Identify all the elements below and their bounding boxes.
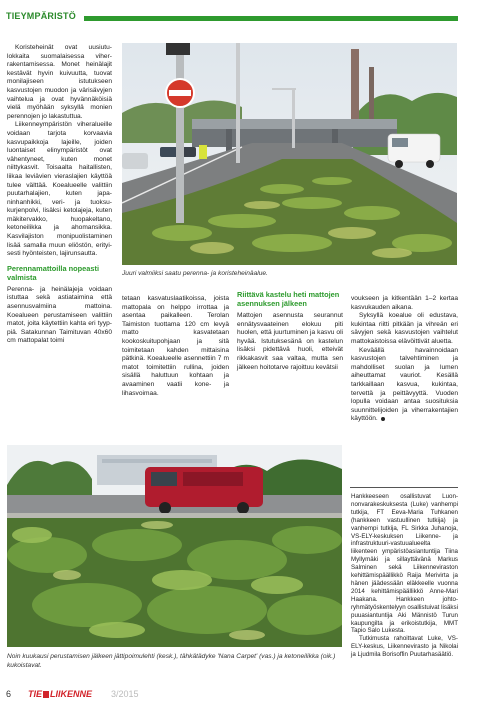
magazine-logo <box>28 689 92 699</box>
paragraph: Liikenneympäristön viheralueille voidaan tarjota korvaavia kasvupaikkoja lajeille, joiden luontaiset elinympäristöt ovat vähentyneet, kuten monet niittykasvit. Toisaalta haitallisten, liikaa leviävien vieraslajien käyttöä tulee välttää. Koealueelle valittiin puutarhalajien, kuten japaninhanhikki, veri- ja tuoksukurjenpolvi, lisäksi ketolajeja, kuten mäkitervakko, huopakeltano, ketoneilikka ja ahomansikka. Kasvilajiston monipuolistaminen lisää samalla muun eliöstön, erityisesti hyönteisten, lajirunsautta. <box>7 121 112 258</box>
issue-number: 3/2015 <box>111 689 139 699</box>
subheading: Perennamattoilla nopeasti valmista <box>7 263 99 282</box>
page-footer <box>6 688 206 702</box>
photo-perennial-mats <box>7 445 342 647</box>
article-column-1 <box>7 44 112 346</box>
header-rule <box>84 16 458 21</box>
paragraph: Syksyllä koealue oli edustava, kukintaa riitti pitkään ja vihreän eri sävyjen sekä kasvustojen vaihtelut mattokaistoissa elävöittivät aluetta. <box>351 312 458 345</box>
paragraph: Hankkeeseen osallistuvat Luonnonvarakeskuksesta (Luke) vanhempi tutkija, FT Eeva-Maria Tuhkanen (hankkeen vastuullinen tutkija) ja vanhempi tutkija, FL Sirkka Juhanoja, VS-ELY-keskuksen Liikenne- ja infrastruktuuri-vastuualueelta liikenteen ympäristöasiantuntija Tiina Myllymäki ja sillayttävänä Markus Salminen sekä Liikenneviraston kehittämispäällikkö Raija Merivirta ja hänen jäädessään eläkkeelle vuonna 2014 kehittämispäällikkö Anne-Mari Haakana. Hankkeen johtoryhmätyöskentelyyn osallistuivat lisäksi puuasiantuntija Aki Männistö Turun kaupungilta ja erikoistutkija, MMT Tapio Salo Lukesta. <box>351 493 458 635</box>
article-column-4 <box>351 295 458 424</box>
page-number: 6 <box>6 689 12 699</box>
paragraph: voukseen ja kitkentään 1–2 kertaa kasvukauden aikana. <box>351 295 458 311</box>
paragraph: Tutkimusta rahoittavat Luke, VS-ELY-keskus, Liikennevirasto ja Nikolai ja Ljudmila Borisoffin Puutarhasäätiö. <box>351 635 458 659</box>
logo-right: LIIKENNE <box>50 689 93 699</box>
paragraph: Koristeheinät ovat uusiutulokkaita suomalaisessa viherrakentamisessa. Monet heinälajit kestävät hyvin kuivuutta, tuovat monilajiseen istutukseen kasvustojen muodon ja värisävyjen vaihtelua ja ovat hyvännäköisiä vielä myöhään syksyllä monien perennojen jo lakastuttua. <box>7 44 112 120</box>
article-column-3 <box>237 290 343 372</box>
section-title: TIEYMPÄRISTÖ <box>6 11 76 21</box>
subheading: Riittävä kastelu heti mattojen asennuksen jälkeen <box>237 290 340 308</box>
paragraph: Mattojen asennusta seurannut ennätysvaateinen elokuu piti huolen, että juurtuminen ja kasvu oli hyvää. Istutuksesänä on kastelun lisäksi pidettävä huoli, etteivät rikkakasvit saa valtaa, mutta sen jälkeen hoitotarve rajoittuu kevätsii <box>237 312 343 371</box>
photo-planted-traffic-island <box>122 43 457 265</box>
paragraph: tetaan kasvatuslaatikoissa, joista mattopala on helppo irrottaa ja asentaa paikalleen. Terolan Taimiston tuottama 120 cm levyä matto kasvatetaan kookoskuitupohjaan ja sitä toimitetaan kahden mittaisina pätkinä. Koealueelle asennettiin 7 m matot toimitettiin rullina, joiden sisällä haluttuun kohtaan ja avaaminen vaatii kone- ja lihasvoimaa. <box>122 295 229 397</box>
paragraph: Perenna- ja heinälajeja voidaan istuttaa sekä astiataimina että asennusvalmiina mattoina. Koealueen perustamiseen valittiin matot, joita käytettiin kahta eri tyyppiä. Satakunnan Taimituvan 40x60 cm mattopalat toimi <box>7 285 112 345</box>
paragraph-text: Keväällä havainnoidaan kasvustojen talvehtiminen ja mahdolliset suolan ja lumen aiheuttamat vauriot. Kesällä tarkkaillaan kasvua, kukintaa, tervettä ja peittävyyttä. Vuoden lopulla voidaan antaa suosituksia suunnittelijoiden ja viherrakentajien käyttöön. <box>351 346 458 423</box>
sidebar-rule <box>350 487 458 488</box>
project-info-box <box>351 493 458 659</box>
section-header <box>6 11 458 25</box>
paragraph <box>351 347 458 424</box>
photo-caption: Noin kuukausi perustamisen jälkeen jättipoimulehti (kesk.), tähkätädyke 'Nana Carpet' (vas.) ja ketoneilikka (oik.) kukoistavat. <box>7 653 336 669</box>
article-column-2 <box>122 295 229 398</box>
photo-caption: Juuri valmiiksi saatu perenna- ja koristeheinäalue. <box>122 270 268 277</box>
logo-mark-icon <box>43 691 49 698</box>
end-mark-icon <box>381 417 385 421</box>
logo-left: TIE <box>28 689 43 699</box>
